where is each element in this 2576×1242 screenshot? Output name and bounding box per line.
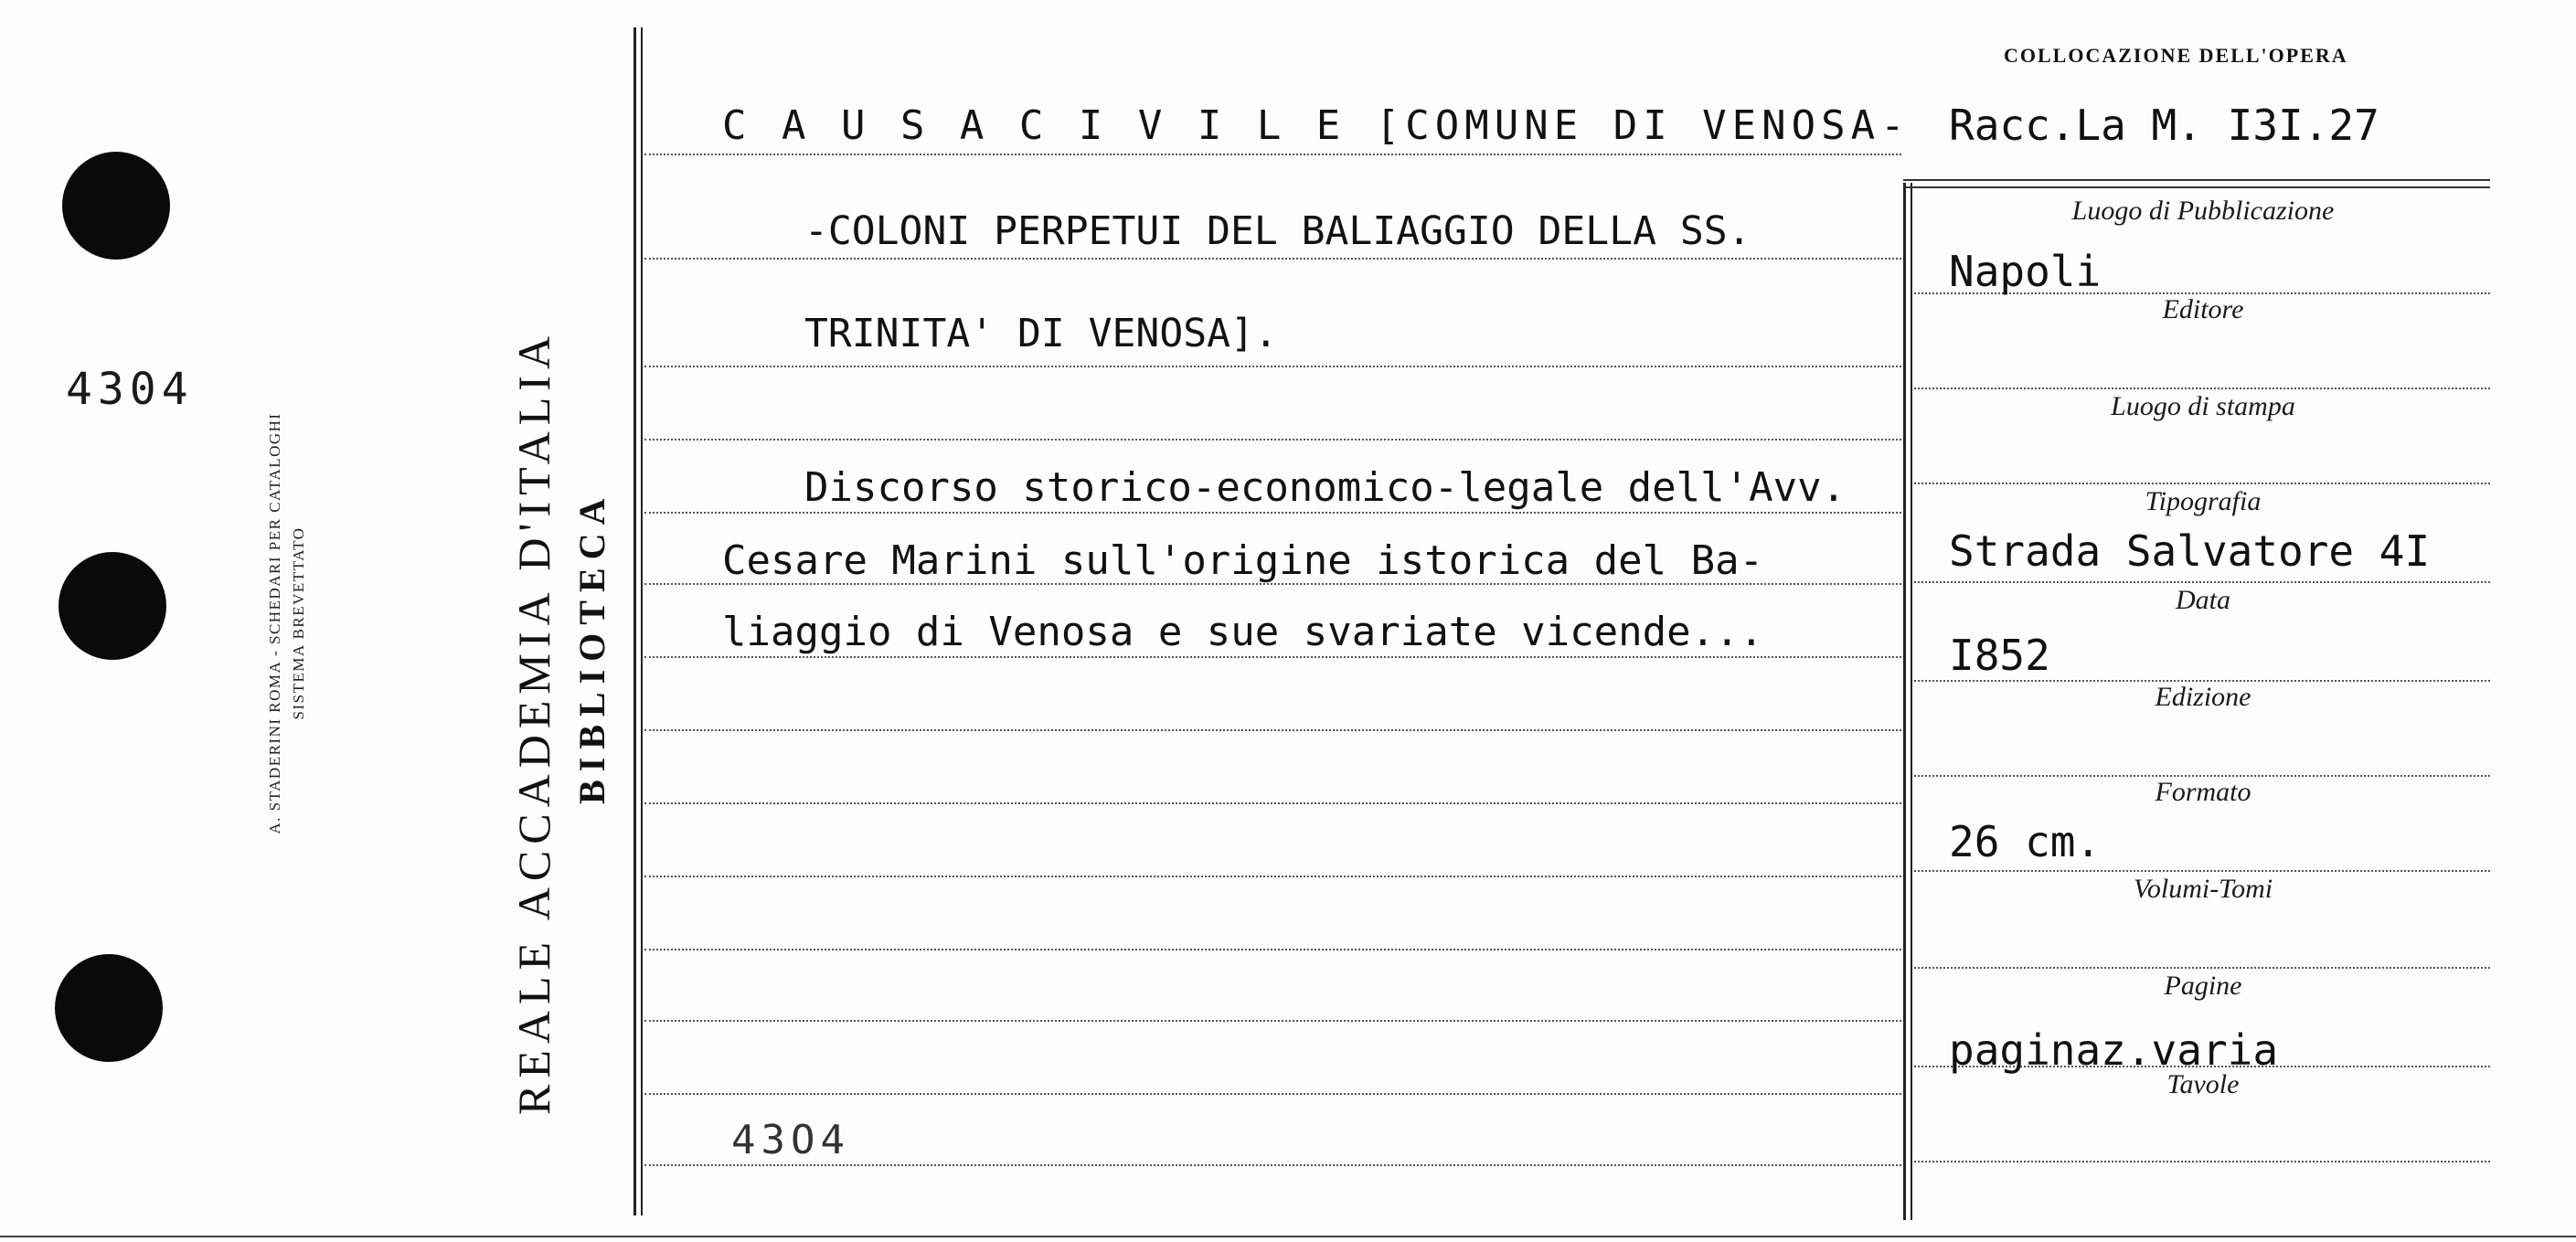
- punch-hole-middle: [59, 552, 166, 660]
- luogo-pubblicazione-value: Napoli: [1949, 247, 2102, 296]
- printer-line-1: A. STADERINI ROMA - SCHEDARI PER CATALOGHI: [266, 412, 283, 834]
- punch-hole-top: [62, 152, 170, 260]
- ruled-line: [644, 258, 1901, 260]
- editore-label: Editore: [2162, 294, 2244, 324]
- title-line-2: -COLONI PERPETUI DEL BALIAGGIO DELLA SS.: [804, 208, 1751, 254]
- institution-name: REALE ACCADEMIA D'ITALIA: [508, 329, 559, 1115]
- catalog-number: 4304: [66, 364, 194, 415]
- bottom-catalog-number: 43O4: [731, 1117, 850, 1163]
- library-name: BIBLIOTECA: [571, 490, 612, 804]
- left-rule-inner: [641, 27, 643, 1215]
- collocazione-label: COLLOCAZIONE DELL'OPERA: [2004, 44, 2348, 67]
- panel-rule-outer: [1903, 183, 1906, 1220]
- volumi-tomi-label: Volumi-Tomi: [2133, 874, 2273, 904]
- tipografia-label: Tipografia: [2145, 486, 2262, 516]
- pagine-label: Pagine: [2164, 971, 2242, 1001]
- ruled-line: [644, 656, 1901, 658]
- card-bottom-edge: [0, 1236, 2576, 1237]
- description-line-2: Cesare Marini sull'origine istorica del Ba-: [722, 537, 1764, 584]
- title-line-3: TRINITA' DI VENOSA].: [804, 311, 1278, 356]
- collocazione-value: Racc.La M. I3I.27: [1949, 101, 2379, 150]
- panel-top-rule-2: [1903, 186, 2490, 188]
- title-line-1: C A U S A C I V I L E [COMUNE DI VENOSA-: [722, 102, 1911, 149]
- description-line-1: Discorso storico-economico-legale dell'Avv.: [804, 464, 1847, 511]
- left-rule-outer: [633, 27, 636, 1215]
- panel-line: [1914, 387, 2490, 389]
- formato-value: 26 cm.: [1949, 817, 2102, 866]
- ruled-line: [644, 366, 1901, 367]
- ruled-line: [644, 1020, 1901, 1022]
- ruled-line: [644, 512, 1901, 514]
- panel-line: [1914, 1161, 2490, 1162]
- printer-imprint: [263, 331, 311, 916]
- data-label: Data: [2176, 585, 2230, 615]
- luogo-pubblicazione-label: Luogo di Pubblicazione: [2071, 196, 2335, 226]
- formato-label: Formato: [2155, 777, 2251, 807]
- ruled-line: [644, 876, 1901, 877]
- ruled-line: [644, 154, 1901, 155]
- panel-top-rule: [1903, 179, 2490, 181]
- pagine-value: paginaz.varia: [1949, 1025, 2279, 1075]
- ruled-line: [644, 802, 1901, 804]
- luogo-stampa-label: Luogo di stampa: [2111, 391, 2295, 421]
- ruled-line: [644, 1164, 1901, 1166]
- description-line-3: liaggio di Venosa e sue svariate vicende...: [722, 609, 1764, 655]
- data-value: I852: [1949, 631, 2050, 680]
- panel-line: [1914, 967, 2490, 969]
- tipografia-value: Strada Salvatore 4I: [1949, 526, 2431, 576]
- ruled-line: [644, 1093, 1901, 1095]
- printer-line-2: SISTEMA BREVETTATO: [290, 526, 307, 720]
- ruled-line: [644, 949, 1901, 950]
- panel-line: [1914, 483, 2490, 484]
- edizione-label: Edizione: [2155, 682, 2251, 712]
- panel-line: [1914, 870, 2490, 872]
- ruled-line: [644, 729, 1901, 731]
- ruled-line: [644, 439, 1901, 441]
- punch-hole-bottom: [55, 954, 163, 1062]
- panel-line: [1914, 581, 2490, 583]
- tavole-label: Tavole: [2166, 1069, 2240, 1099]
